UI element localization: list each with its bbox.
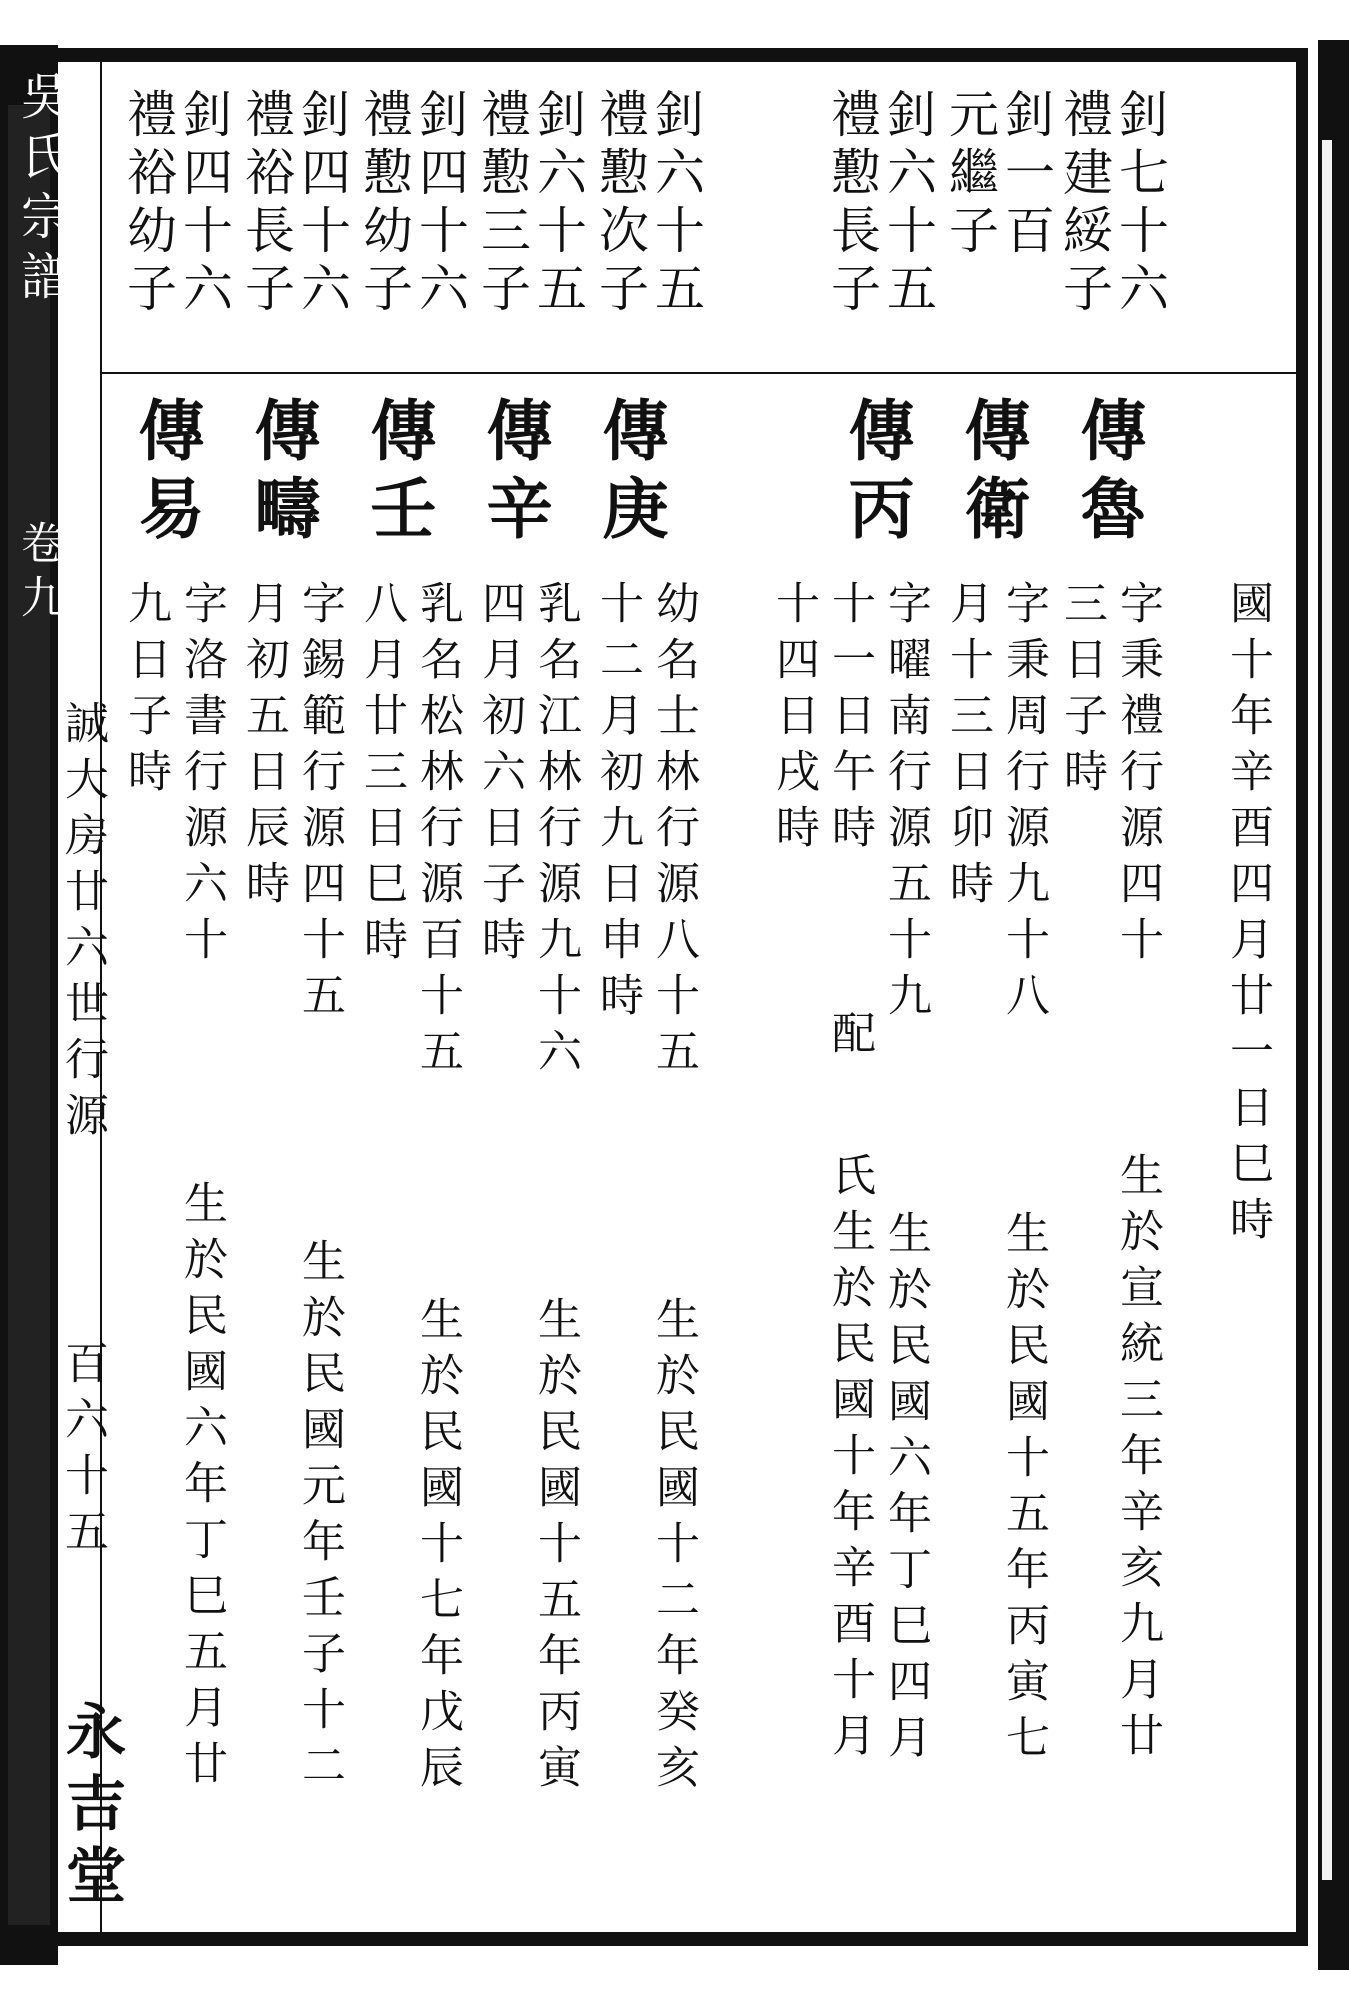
entry-5-detail-a: 乳名江林行源九十六 [530, 580, 581, 1084]
upper-col-8b: 禮裕幼子 [119, 88, 177, 320]
entry-6-detail-a: 乳名松林行源百十五 [412, 580, 463, 1084]
entry-1-detail-b: 三日子時 [1056, 580, 1107, 804]
upper-col-2b: 元繼子 [941, 88, 999, 262]
upper-col-7b: 禮裕長子 [237, 88, 295, 320]
entry-3-detail-b: 十一日午時 [824, 580, 875, 860]
upper-col-2a: 釗一百 [997, 88, 1055, 262]
entry-name-7: 傳疇 [243, 396, 321, 552]
entry-name-1: 傳魯 [1069, 396, 1147, 552]
upper-col-6b: 禮懃幼子 [355, 88, 413, 320]
right-margin-note: 國十年辛酉四月廿一日巳時 [1222, 580, 1273, 1252]
right-edge-highlight [1322, 140, 1332, 1880]
entry-name-4: 傳庚 [591, 396, 669, 552]
entry-3-spouse-birth: 氏生於民國十年辛酉十月 [824, 1152, 875, 1768]
entry-3-detail-a: 字曜南行源五十九 [880, 580, 931, 1028]
entry-name-6: 傳壬 [359, 396, 437, 552]
entry-5-birth: 生於民國十五年丙寅 [530, 1296, 581, 1800]
frame-right-border [1296, 48, 1308, 1946]
upper-col-1b: 禮建綏子 [1055, 88, 1113, 320]
entry-8-detail-b: 九日子時 [120, 580, 171, 804]
center-hall-name: 永吉堂 [56, 1700, 126, 1916]
entry-6-birth: 生於民國十七年戊辰 [412, 1296, 463, 1800]
entry-2-detail-b: 月十三日卯時 [942, 580, 993, 916]
entry-3-spouse: 配 [824, 1010, 875, 1066]
spine-inner [8, 105, 50, 1925]
upper-register-rule [102, 372, 1296, 374]
entry-6-detail-b: 八月廿三日巳時 [356, 580, 407, 972]
entry-8-birth: 生於民國六年丁巳五月廿 [176, 1180, 227, 1796]
entry-1-detail-a: 字秉禮行源四十 [1112, 580, 1163, 972]
entry-5-detail-b: 四月初六日子時 [474, 580, 525, 972]
entry-3-birth: 生於民國六年丁巳四月 [880, 1210, 931, 1770]
entry-7-detail-b: 月初五日辰時 [238, 580, 289, 916]
entry-2-birth: 生於民國十五年丙寅七 [998, 1210, 1049, 1770]
upper-col-1a: 釗七十六 [1111, 88, 1169, 320]
entry-4-detail-b: 十二月初九日申時 [592, 580, 643, 1028]
upper-col-3a: 釗六十五 [879, 88, 937, 320]
center-page-number: 百六十五 [57, 1340, 108, 1564]
entry-name-3: 傳丙 [837, 396, 915, 552]
entry-4-detail-a: 幼名士林行源八十五 [648, 580, 699, 1084]
entry-name-5: 傳辛 [475, 396, 553, 552]
entry-1-birth: 生於宣統三年辛亥九月廿 [1112, 1152, 1163, 1768]
upper-col-4a: 釗六十五 [647, 88, 705, 320]
center-section: 誠大房廿六世行源 [57, 700, 108, 1148]
entry-7-birth: 生於民國元年壬子十二 [294, 1238, 345, 1798]
entry-8-detail-a: 字洛書行源六十 [176, 580, 227, 972]
entry-3-extra: 十四日戌時 [768, 580, 819, 860]
entry-name-8: 傳易 [127, 396, 205, 552]
upper-col-5a: 釗六十五 [529, 88, 587, 320]
entry-4-birth: 生於民國十二年癸亥 [648, 1296, 699, 1800]
entry-2-detail-a: 字秉周行源九十八 [998, 580, 1049, 1028]
upper-col-3b: 禮懃長子 [823, 88, 881, 320]
upper-col-8a: 釗四十六 [175, 88, 233, 320]
entry-7-detail-a: 字錫範行源四十五 [294, 580, 345, 1028]
upper-col-7a: 釗四十六 [293, 88, 351, 320]
entry-name-2: 傳衛 [953, 396, 1031, 552]
upper-col-4b: 禮懃次子 [591, 88, 649, 320]
upper-col-6a: 釗四十六 [411, 88, 469, 320]
spine-title: 吳氏宗譜 [13, 70, 71, 310]
spine-volume: 卷九 [13, 520, 64, 628]
upper-col-5b: 禮懃三子 [473, 88, 531, 320]
